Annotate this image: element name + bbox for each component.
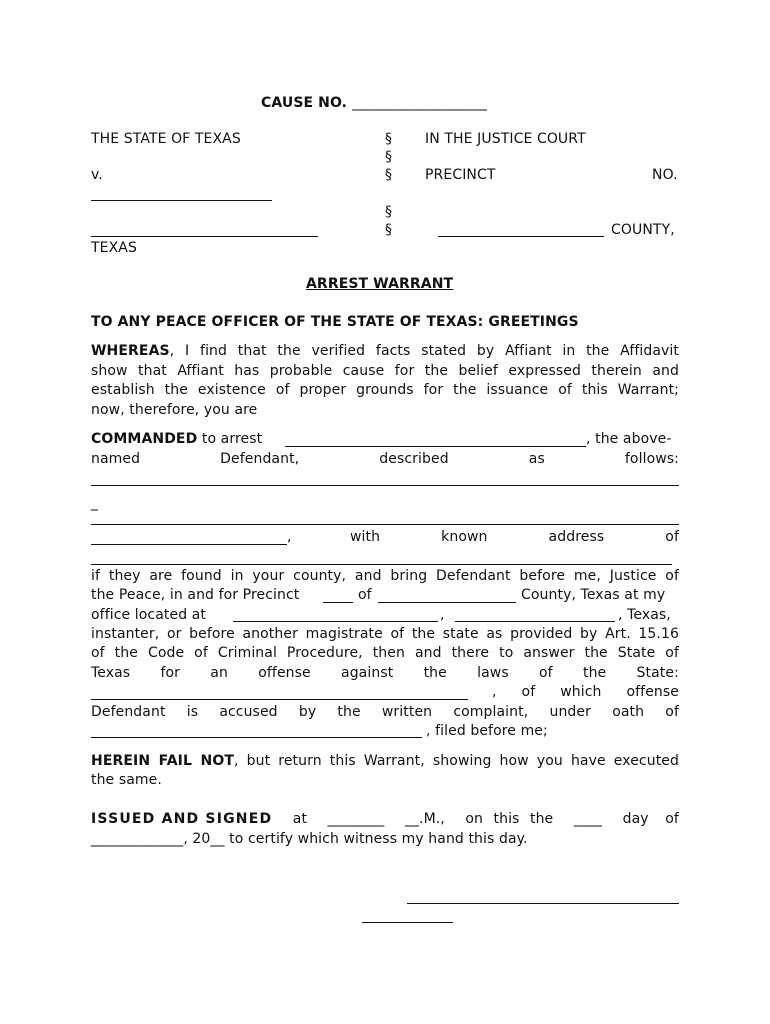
body-line-6: Texas for an offense against the laws of the State: xyxy=(91,665,679,681)
defendant-name-line-2 xyxy=(91,236,318,237)
section-symbol: § xyxy=(385,204,393,220)
body-line-1: if they are found in your county, and bring Defendant before me, Justice of xyxy=(91,568,679,584)
office-address-line xyxy=(233,621,438,622)
fail-not-line-2: the same. xyxy=(91,772,162,788)
fail-not-line-1: HEREIN FAIL NOT, but return this Warrant, showing how you have executed xyxy=(91,753,679,769)
body-line-7: , of which offense xyxy=(492,684,679,700)
caption-precinct-no: NO. xyxy=(652,167,678,183)
section-symbol: § xyxy=(385,222,393,238)
body-line-3a: office located at xyxy=(91,607,207,623)
description-dash: _ xyxy=(91,495,99,511)
body-line-5: of the Code of Criminal Procedure, then and there to answer the State of xyxy=(91,645,679,661)
body-line-3c: , Texas, xyxy=(618,607,671,623)
title-line xyxy=(362,922,453,923)
caption-texas: TEXAS xyxy=(91,240,137,256)
body-line-2c: County, Texas at my xyxy=(521,587,666,603)
commanded-row-2: named Defendant, described as follows: xyxy=(91,451,679,467)
county-line xyxy=(438,236,604,237)
description-comma: , xyxy=(287,529,292,545)
whereas-line-2: show that Affiant has probable cause for the belief expressed therein and xyxy=(91,363,679,379)
arrestee-name-line xyxy=(285,446,586,447)
greeting: TO ANY PEACE OFFICER OF THE STATE OF TEXAS: GREETINGS xyxy=(91,314,579,330)
body-line-2b: of xyxy=(358,587,372,603)
caption-county: COUNTY, xyxy=(611,222,675,238)
issued-line-2: _____________, 20__ to certify which witness my hand this day. xyxy=(91,831,528,847)
caption-precinct: PRECINCT xyxy=(425,167,496,183)
section-symbol: § xyxy=(385,167,393,183)
body-county-line xyxy=(378,602,516,603)
body-line-2a: the Peace, in and for Precinct xyxy=(91,587,300,603)
complainant-line xyxy=(91,737,422,738)
section-symbol: § xyxy=(385,149,393,165)
section-symbol: § xyxy=(385,131,393,147)
issued-line-1: ISSUED AND SIGNED at ________ __.M., on this the ____ day of xyxy=(91,811,679,827)
description-line-3 xyxy=(91,544,287,545)
caption-state: THE STATE OF TEXAS xyxy=(91,131,241,147)
body-line-4: instanter, or before another magistrate of the state as provided by Art. 15.16 xyxy=(91,626,679,642)
offense-line xyxy=(91,699,468,700)
defendant-name-line-1 xyxy=(91,200,272,201)
whereas-line-4: now, therefore, you are xyxy=(91,402,258,418)
precinct-number-line xyxy=(323,602,353,603)
description-line-2 xyxy=(91,524,679,525)
commanded-above: , the above- xyxy=(586,431,672,447)
description-line-1 xyxy=(91,485,679,486)
office-city-line xyxy=(455,621,615,622)
document-title: ARREST WARRANT xyxy=(306,276,454,292)
caption-court: IN THE JUSTICE COURT xyxy=(425,131,586,147)
caption-versus: v. xyxy=(91,167,103,183)
whereas-line-1: WHEREAS, I find that the verified facts stated by Affiant in the Affidavit xyxy=(91,343,679,359)
signature-line xyxy=(407,903,679,904)
address-line xyxy=(91,564,672,565)
body-line-9: , filed before me; xyxy=(426,723,548,739)
body-line-3b: , xyxy=(440,607,445,623)
commanded-line: COMMANDED to arrest xyxy=(91,431,263,447)
whereas-line-3: establish the existence of proper grounds for the issuance of this Warrant; xyxy=(91,382,679,398)
cause-number-label: CAUSE NO. ___________________ xyxy=(261,95,487,111)
known-address-row: with known address of xyxy=(350,529,679,545)
body-line-8: Defendant is accused by the written complaint, under oath of xyxy=(91,704,679,720)
